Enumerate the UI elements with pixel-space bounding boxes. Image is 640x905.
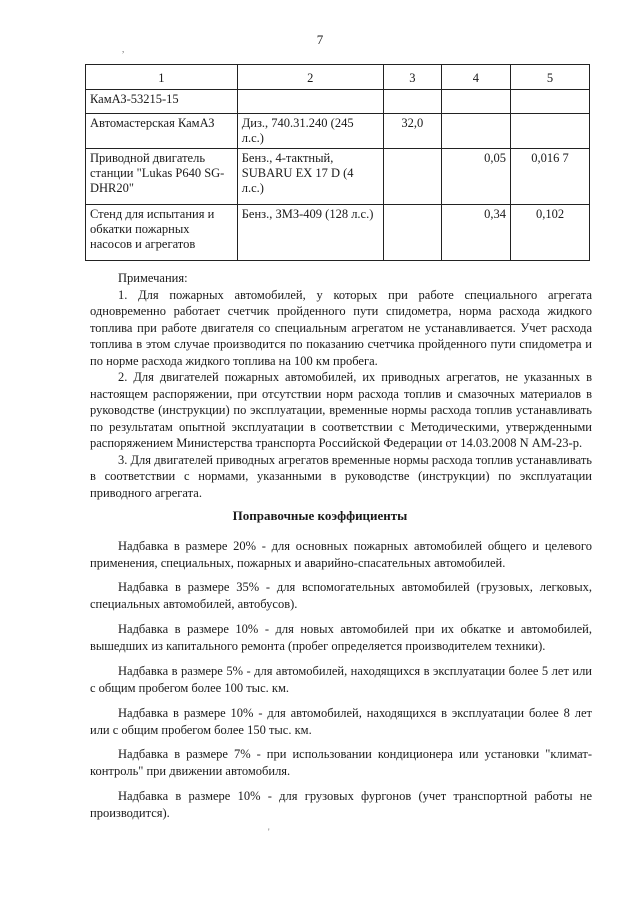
- coefficient-text: Надбавка в размере 35% - для вспомогательных автомобилей (грузовых, легковых, специальных автомобилей, автобусов).: [90, 580, 592, 611]
- value-cell: [511, 114, 590, 149]
- coefficient-paragraph: [90, 746, 592, 779]
- coefficient-text: Надбавка в размере 10% - для новых автомобилей при их обкатке и автомобилей, вышедших из капитального ремонта (пробег определяется производителем техники).: [90, 622, 592, 653]
- coefficient-paragraph: [90, 621, 592, 654]
- table-row: [86, 90, 590, 114]
- value-cell: [441, 90, 510, 114]
- header-cell: 4: [441, 65, 510, 90]
- coefficient-text: Надбавка в размере 10% - для автомобилей, находящихся в эксплуатации более 8 лет или с общим пробегом более 150 тыс. км.: [90, 706, 592, 737]
- coefficient-paragraph: [90, 538, 592, 571]
- coefficient-paragraph: [90, 663, 592, 696]
- header-cell: 3: [383, 65, 441, 90]
- scan-speck: ': [268, 827, 270, 837]
- page-number: 7: [316, 32, 324, 47]
- coefficient-paragraph: [90, 705, 592, 738]
- header-cell: 2: [237, 65, 383, 90]
- notes-title: Примечания:: [118, 271, 188, 285]
- value-cell: [383, 90, 441, 114]
- note-item: 1. Для пожарных автомобилей, у которых при работе специального агрегата одновременно работает счетчик пройденного пути спидометра, норма расхода жидкого топлива при работе двигателя со специальным агрегатом не устанавливается. Учет расхода топлива в этом случае производится по показанию счетчика пройденного пути спидометра и по норме расхода жидкого топлива на 100 км пробега.: [90, 287, 592, 368]
- value-cell: 0,016 7: [511, 149, 590, 205]
- header-cell: 1: [86, 65, 238, 90]
- table-row: [86, 205, 590, 261]
- note-item: 2. Для двигателей пожарных автомобилей, их приводных агрегатов, не указанных в настоящем распоряжении, при отсутствии норм расхода топлив и смазочных материалов в руководстве (инструкции) по эксплуатации, временные нормы расхода топлив устанавливать по результатам опытной эксплуатации в соответствии с Методическими, утвержденными распоряжением Министерства транспорта Российской Федерации от 14.03.2008 N АМ-23-р.: [90, 370, 592, 450]
- value-cell: 0,102: [511, 205, 590, 261]
- section-title: Поправочные коэффициенты: [232, 508, 408, 523]
- coefficient-text: Надбавка в размере 20% - для основных пожарных автомобилей общего и целевого применения, специальных, пожарных и аварийно-спасательных автомобилей.: [90, 539, 592, 570]
- value-cell: 0,34: [441, 205, 510, 261]
- vehicle-name-cell: Приводной двигатель станции "Lukas P640 SG-DHR20": [86, 149, 238, 205]
- value-cell: 0,05: [441, 149, 510, 205]
- header-cell: 5: [511, 65, 590, 90]
- engine-cell: Диз., 740.31.240 (245 л.с.): [237, 114, 383, 149]
- vehicle-name-cell: Стенд для испытания и обкатки пожарных насосов и агрегатов: [86, 205, 238, 261]
- vehicle-name-cell: Автомастерская КамАЗ: [86, 114, 238, 149]
- fuel-norms-table: [85, 64, 590, 261]
- vehicle-name-cell: КамАЗ-53215-15: [86, 90, 238, 114]
- notes-block: [90, 270, 592, 501]
- coefficient-paragraph: [90, 579, 592, 612]
- value-cell: [383, 149, 441, 205]
- table-header-row: [86, 65, 590, 90]
- table-row: [86, 114, 590, 149]
- coefficient-text: Надбавка в размере 5% - для автомобилей, находящихся в эксплуатации более 5 лет или с общим пробегом более 100 тыс. км.: [90, 664, 592, 695]
- engine-cell: Бенз., ЗМЗ-409 (128 л.с.): [237, 205, 383, 261]
- coefficient-text: Надбавка в размере 10% - для грузовых фургонов (учет транспортной работы не производится).: [90, 789, 592, 820]
- coefficient-paragraph: [90, 788, 592, 821]
- value-cell: [383, 205, 441, 261]
- value-cell: 32,0: [383, 114, 441, 149]
- engine-cell: [237, 90, 383, 114]
- note-item: 3. Для двигателей приводных агрегатов временные нормы расхода топлив устанавливать в соответствии с нормами, указанными в руководстве (инструкции) по эксплуатации приводного агрегата.: [90, 452, 592, 500]
- coefficient-text: Надбавка в размере 7% - при использовании кондиционера или установки "климат-контроль" при движении автомобиля.: [90, 747, 592, 778]
- engine-cell: Бенз., 4-тактный, SUBARU EX 17 D (4 л.с.): [237, 149, 383, 205]
- scan-speck: ,: [122, 44, 125, 54]
- value-cell: [441, 114, 510, 149]
- table-row: [86, 149, 590, 205]
- value-cell: [511, 90, 590, 114]
